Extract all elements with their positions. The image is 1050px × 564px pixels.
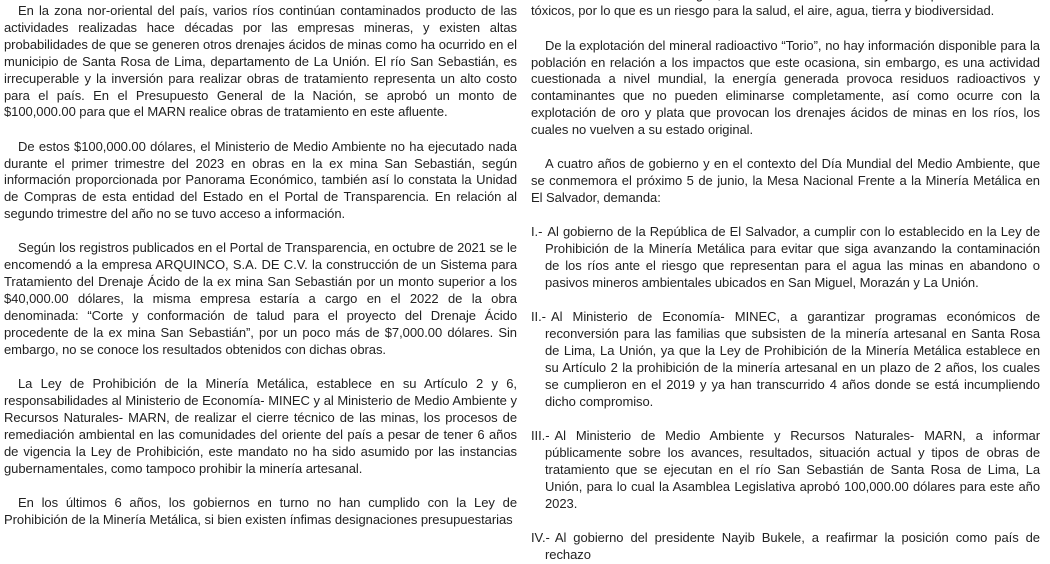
paragraph-toxics-continuation: tóxicos, por lo que es un riesgo para la salud, el aire, agua, tierra y biodiversidad. [531, 3, 995, 19]
demand-marker-3: III.- [531, 428, 550, 443]
paragraph-arquinco-contracts: Según los registros publicados en el Portal de Transparencia, en octubre de 2021 se le encomendó a la empresa ARQUINCO, S.A. DE C.V. la construcción de un Sistema para Tratamiento del Drenaje Ácido de la ex mina San Sebastián por un monto superior a los $40,000.00 dólares, la misma empresa estaría a cargo en el 2022 de la obra denominada: “Corte y conformación de talud para el proyecto del Drenaje Ácido procedente de la ex mina San Sebastián”, por un poco más de $7,000.00 dólares. Sin embargo, no se conoce los resultados obtenidos con dichas obras. [4, 240, 517, 357]
paragraph-budget-not-executed: De estos $100,000.00 dólares, el Ministerio de Medio Ambiente no ha ejecutado nada durante el primer trimestre del 2023 en obras en la ex mina San Sebastián, según información proporcionada por Panorama Económico, también así lo constata la Unidad de Compras de esta entidad del Estado en el Portal de Transparencia. En relación al segundo trimestre del año no se tuvo acceso a información. [4, 138, 517, 222]
demand-item-2 [531, 309, 1040, 410]
demand-marker-2: II.- [531, 309, 546, 325]
demand-text-2: Al Ministerio de Economía- MINEC, a garantizar programas económicos de reconversión para las familias que subsisten de la minería artesanal en Santa Rosa de Lima, La Unión, ya que la Ley de Prohibición de la Minería Metálica establece en su Artículo 2 la prohibición de la minería artesanal en un plazo de 2 años, los cuales se cumplieron en el 2019 y ya han transcurrido 4 años donde se está incumpliendo dicho compromiso. [545, 309, 1040, 409]
demand-marker-4: IV.- [531, 529, 550, 545]
demand-item-4 [531, 530, 1040, 564]
demands-list [531, 224, 1040, 563]
left-column [4, 3, 517, 525]
demand-item-1 [531, 224, 1040, 292]
demand-text-1: Al gobierno de la República de El Salvador, a cumplir con lo establecido en la Ley de Prohibición de la Minería Metálica para evitar que siga avanzando la contaminación de los ríos ante el riesgo que representan para el agua las minas en abandono o pasivos mineros ambientales ubicados en San Miguel, Morazán y La Unión. [545, 224, 1040, 291]
paragraph-prohibition-law-duties: La Ley de Prohibición de la Minería Metálica, establece en su Artículo 2 y 6, responsabilidades al Ministerio de Economía- MINEC y al Ministerio de Medio Ambiente y Recursos Naturales- MARN, de realizar el cierre técnico de las minas, los procesos de remediación ambiental en las comunidades del oriente del país a pesar de tener 6 años de vigencia la Ley de Prohibición, este mandato no ha sido asumido por las instancias gubernamentales, como tampoco prohibir la minería artesanal. [4, 376, 517, 476]
paragraph-governments-noncompliance: En los últimos 6 años, los gobiernos en turno no han cumplido con la Ley de Prohibición de la Minería Metálica, si bien existen ínfimas designaciones presupuestarias [4, 494, 517, 527]
paragraph-rivers-contamination: En la zona nor-oriental del país, varios ríos continúan contaminados producto de las actividades realizadas hace décadas por las empresas mineras, y existen altas probabilidades de que se generen otros drenajes ácidos de minas como ha ocurrido en el municipio de Santa Rosa de Lima, departamento de La Unión. El río San Sebastián, es irrecuperable y la inversión para realizar obras de tratamiento representa un alto costo para el país. En el Presupuesto General de la Nación, se aprobó un monto de $100,000.00 para que el MARN realice obras de tratamiento en este afluente. [4, 3, 517, 120]
paragraph-thorium: De la explotación del mineral radioactivo “Torio”, no hay información disponible para la población en relación a los impactos que este ocasiona, sin embargo, es una actividad cuestionada a nivel mundial, la energía generada provoca residuos radioactivos y contaminantes que no pueden eliminarse completamente, así como ocurre con la explotación de oro y plata que provocan los drenajes ácidos de minas en los ríos, los cuales no vuelven a su estado original. [531, 37, 1040, 138]
demand-item-3 [531, 428, 1040, 513]
paragraph-demands-intro: A cuatro años de gobierno y en el contexto del Día Mundial del Medio Ambiente, que se conmemora el próximo 5 de junio, la Mesa Nacional Frente a la Minería Metálica en El Salvador, demanda: [531, 156, 1040, 206]
demand-text-3: Al Ministerio de Medio Ambiente y Recursos Naturales- MARN, a informar públicamente sobre los avances, resultados, situación actual y tipos de obras de tratamiento que se ejecutan en el río San Sebastián de Santa Rosa de Lima, La Unión, para lo cual la Asamblea Legislativa aprobó 100,000.00 dólares para este año 2023. [545, 428, 1040, 511]
demand-marker-1: I.- [531, 224, 543, 240]
right-column [531, 3, 1040, 562]
demand-text-4: Al gobierno del presidente Nayib Bukele, a reafirmar la posición como país de rechazo [545, 529, 1040, 562]
